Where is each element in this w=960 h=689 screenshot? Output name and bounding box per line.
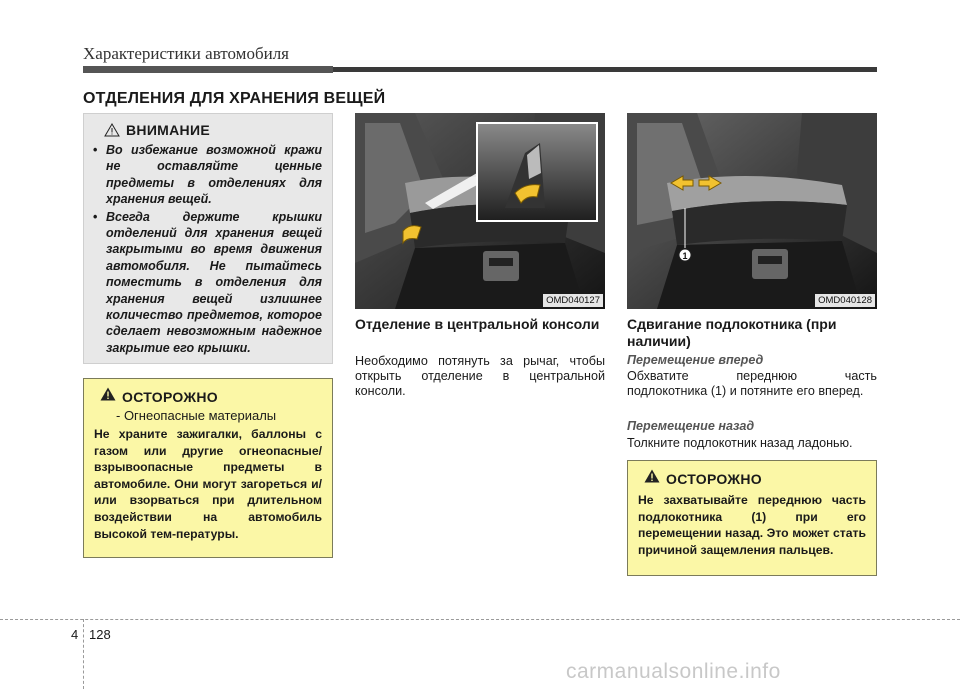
footer-rule [0,619,960,620]
caution-text: Не захватывайте переднюю часть подлокотника (1) при его перемещении назад. Это может стать причиной защемления пальцев. [638,493,866,557]
forward-line-1 [627,369,877,384]
warning-box [83,113,333,364]
warning-triangle-filled-icon [100,387,116,406]
console-body: Необходимо потянуть за рычаг, чтобы открыть отделение в центральной консоли. [355,354,605,399]
photo-caption: OMD040127 [543,294,603,307]
warning-label: ВНИМАНИЕ [126,122,210,138]
console-heading: Отделение в центральной консоли [355,316,600,332]
forward-body [627,369,877,399]
caution-subtitle: - Огнеопасные материалы [116,408,277,423]
warning-item: • Во избежание возможной кражи не оставляйте ценные предметы в отделениях для хранения вещей. [92,142,322,208]
warning-triangle-outline-icon [104,123,120,137]
caution-label: ОСТОРОЖНО [122,388,218,405]
warning-item: • Всегда держите крышки отделений для хранения вещей закрытыми во время движения автомобиля. Не пытайтесь поместить в отделения для хранения вещей излишнее количество предметов, которое сделает невозможным надежное закрытие его крышки. [92,209,322,357]
photo-center-console [355,113,605,309]
caution-box-pinch [627,460,877,576]
photo-caption: OMD040128 [815,294,875,307]
forward-word: переднюю [736,369,798,383]
callout-marker: 1 [682,251,688,261]
back-body: Толкните подлокотник назад ладонью. [627,436,853,450]
section-title: ОТДЕЛЕНИЯ ДЛЯ ХРАНЕНИЯ ВЕЩЕЙ [83,90,386,107]
forward-subheading: Перемещение вперед [627,353,764,367]
watermark: carmanualsonline.info [566,660,781,683]
forward-line-2: подлокотника (1) и потяните его вперед. [627,384,864,399]
chapter-number: 4 [71,627,79,642]
header-rule-accent [83,66,333,73]
photo-sliding-armrest-illustration [627,113,877,309]
photo-sliding-armrest [627,113,877,309]
armrest-heading: Сдвигание подлокотника (при наличии) [627,316,837,349]
caution-label: ОСТОРОЖНО [666,470,762,487]
warning-list [92,142,322,356]
caution-header [100,387,322,406]
footer-divider [83,619,84,689]
warning-header [104,122,322,138]
caution-text: Не храните зажигалки, баллоны с газом или другие огнеопасные/ взрывоопасные предметы в автомобиле. Они могут загореться и/или взорваться при длительном воздействии на автомобиль высокой тем-пературы. [94,427,322,541]
caution-box-flammable [83,378,333,558]
page-number: 128 [89,627,111,642]
warning-triangle-filled-icon [644,469,660,488]
back-subheading: Перемещение назад [627,419,755,433]
running-header: Характеристики автомобиля [83,44,289,63]
forward-word: часть [844,369,877,383]
photo-center-console-illustration [355,113,605,309]
forward-word: Обхватите [627,369,689,383]
caution-header [644,469,866,488]
